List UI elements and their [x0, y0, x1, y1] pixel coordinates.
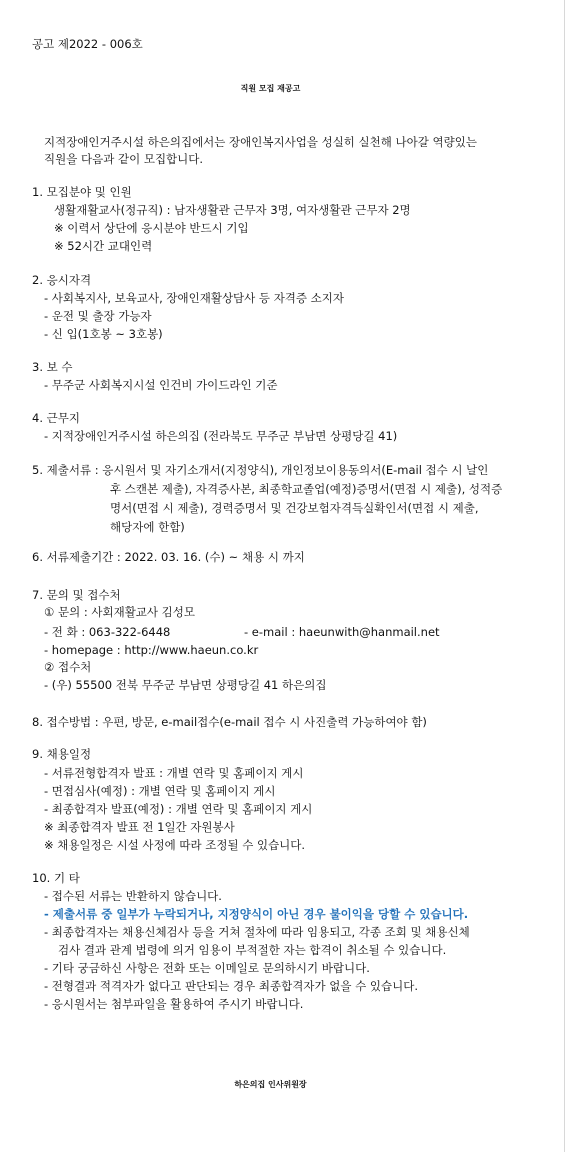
etc-item: - 응시원서는 첨부파일을 활용하여 주시기 바랍니다.: [44, 997, 304, 1011]
schedule-item: - 면접심사(예정) : 개별 연락 및 홈페이지 게시: [44, 784, 276, 798]
intro-line: 직원을 다음과 같이 모집합니다.: [44, 152, 204, 166]
notice-number: 공고 제2022 - 006호: [32, 37, 143, 51]
workplace-item: - 지적장애인거주시설 하은의집 (전라북도 무주군 부남면 상평당길 41): [44, 429, 398, 443]
recruit-note: ※ 52시간 교대인력: [54, 239, 153, 253]
section-qualification-heading: 2. 응시자격: [32, 273, 92, 287]
section-etc-heading: 10. 기 타: [32, 871, 80, 885]
page-right-border: [564, 0, 565, 1152]
section-workplace-heading: 4. 근무지: [32, 411, 80, 425]
contact-email: - e-mail : haeunwith@hanmail.net: [244, 625, 440, 639]
etc-highlight-warning: - 제출서류 중 일부가 누락되거나, 지정양식이 아닌 경우 불이익을 당할 수 있습니다.: [44, 907, 469, 921]
signature-title: 하은의집 인사위원장: [234, 1080, 307, 1089]
etc-item: - 기타 궁금하신 사항은 전화 또는 이메일로 문의하시기 바랍니다.: [44, 961, 370, 975]
etc-item: - 최종합격자는 채용신체검사 등을 거쳐 절차에 따라 임용되고, 각종 조회 및 채용신체: [44, 925, 470, 939]
documents-line: 명서(면접 시 제출), 경력증명서 및 건강보험자격득실확인서(면접 시 제출,: [110, 501, 479, 515]
section-contact-heading: 7. 문의 및 접수처: [32, 588, 121, 602]
recruit-line: 생활재활교사(정규직) : 남자생활관 근무자 3명, 여자생활관 근무자 2명: [54, 203, 411, 217]
contact-inquiry: ① 문의 : 사회재활교사 김성모: [44, 605, 196, 619]
etc-item: - 접수된 서류는 반환하지 않습니다.: [44, 889, 222, 903]
contact-address: - (우) 55500 전북 무주군 부남면 상평당길 41 하은의집: [44, 678, 327, 692]
section-period-heading: 6. 서류제출기간 : 2022. 03. 16. (수) ~ 채용 시 까지: [32, 550, 305, 564]
contact-reception: ② 접수처: [44, 660, 92, 674]
page-title: 직원 모집 재공고: [240, 84, 301, 93]
schedule-note: ※ 최종합격자 발표 전 1일간 자원봉사: [44, 820, 235, 834]
section-recruit-heading: 1. 모집분야 및 인원: [32, 185, 132, 199]
recruit-note: ※ 이력서 상단에 응시분야 반드시 기입: [54, 221, 249, 235]
qualification-item: - 신 입(1호봉 ~ 3호봉): [44, 327, 163, 341]
section-method-heading: 8. 접수방법 : 우편, 방문, e-mail접수(e-mail 접수 시 사진출력 가능하여야 함): [32, 715, 427, 729]
section-schedule-heading: 9. 채용일정: [32, 747, 92, 761]
etc-item-continued: 검사 결과 관계 법령에 의거 임용이 부적절한 자는 합격이 취소될 수 있습니다.: [58, 943, 447, 957]
contact-homepage: - homepage : http://www.haeun.co.kr: [44, 643, 259, 657]
salary-item: - 무주군 사회복지시설 인건비 가이드라인 기준: [44, 378, 278, 392]
schedule-note: ※ 채용일정은 시설 사정에 따라 조정될 수 있습니다.: [44, 838, 306, 852]
qualification-item: - 운전 및 출장 가능자: [44, 309, 152, 323]
intro-line: 지적장애인거주시설 하은의집에서는 장애인복지사업을 성실히 실천해 나아갈 역량있는: [44, 135, 477, 149]
schedule-item: - 서류전형합격자 발표 : 개별 연락 및 홈페이지 게시: [44, 766, 304, 780]
etc-item: - 전형결과 적격자가 없다고 판단되는 경우 최종합격자가 없을 수 있습니다.: [44, 979, 418, 993]
schedule-item: - 최종합격자 발표(예정) : 개별 연락 및 홈페이지 게시: [44, 802, 313, 816]
section-documents-line: 5. 제출서류 : 응시원서 및 자기소개서(지정양식), 개인정보이용동의서(E-mail 접수 시 날인: [32, 463, 489, 477]
documents-line: 후 스캔본 제출), 자격증사본, 최종학교졸업(예정)증명서(면접 시 제출), 성적증: [110, 482, 503, 496]
section-salary-heading: 3. 보 수: [32, 360, 73, 374]
contact-phone: - 전 화 : 063-322-6448: [44, 625, 171, 639]
documents-line: 해당자에 한함): [110, 520, 185, 534]
qualification-item: - 사회복지사, 보육교사, 장애인재활상담사 등 자격증 소지자: [44, 291, 345, 305]
